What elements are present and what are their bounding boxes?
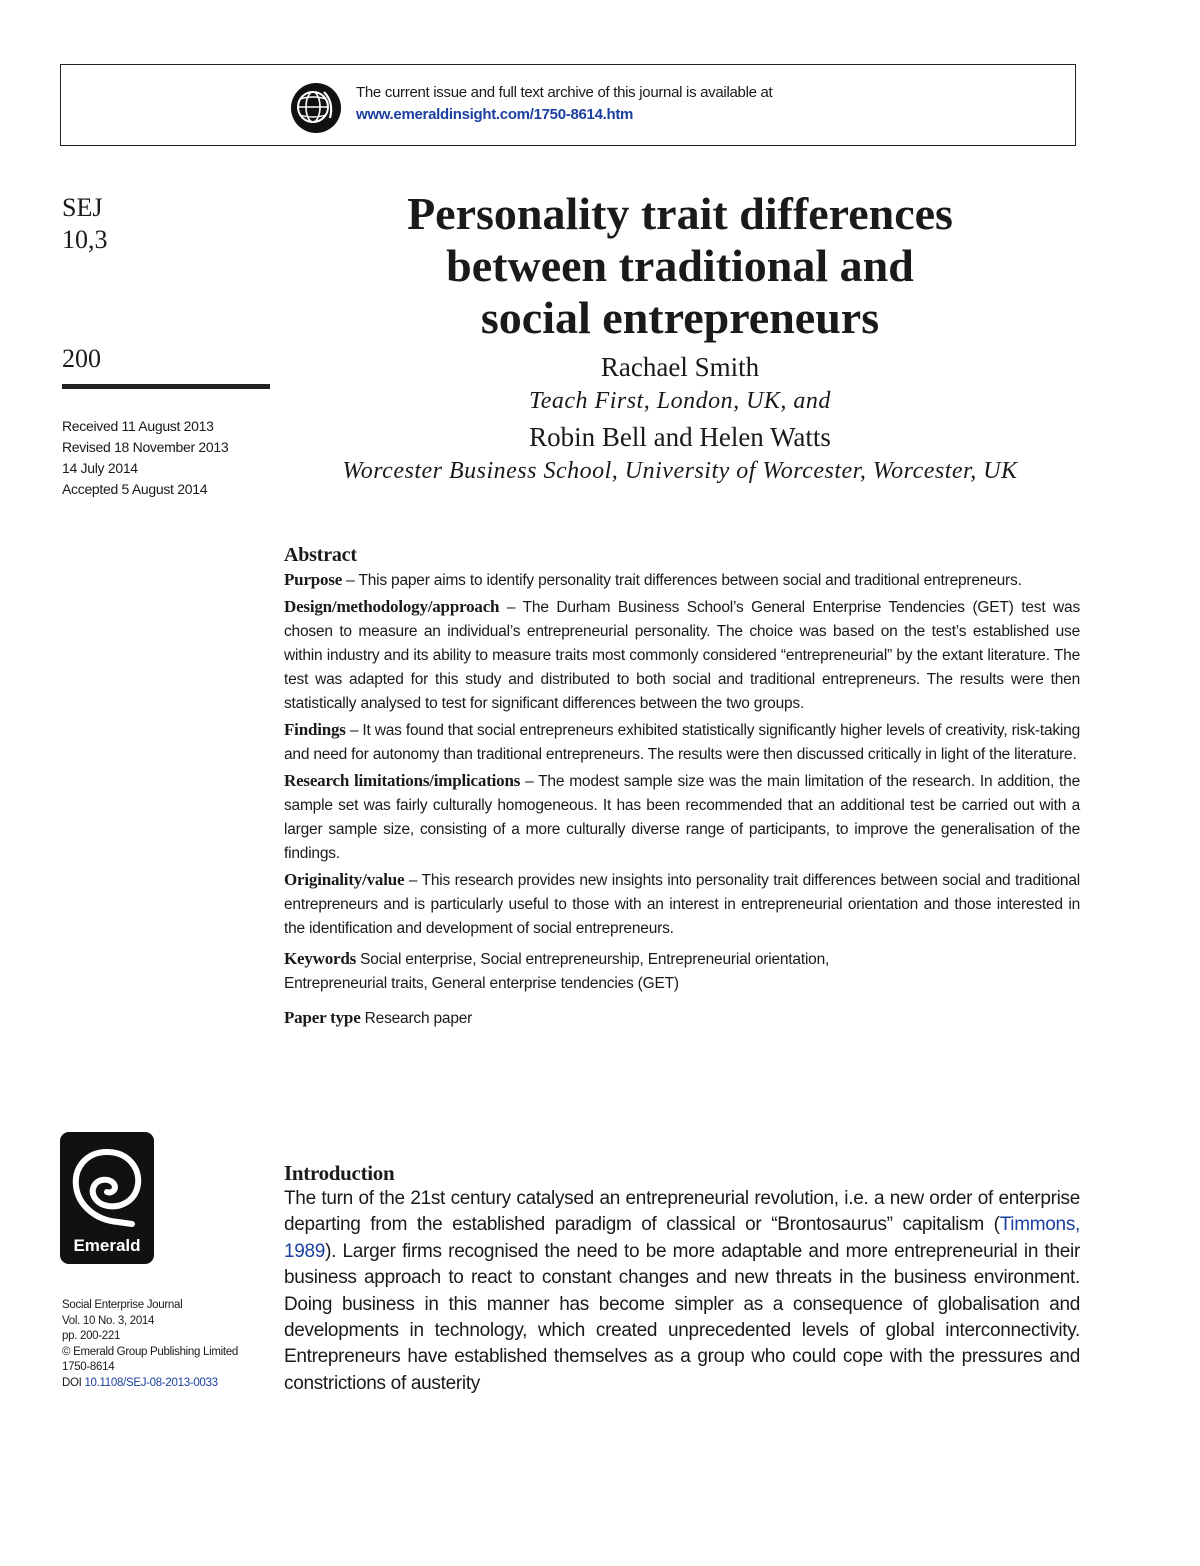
introduction-paragraph (284, 1186, 1080, 1397)
affiliation-1: Teach First, London, UK, and (529, 388, 831, 414)
journal-volume (62, 192, 108, 256)
author-1: Rachael Smith (600, 352, 760, 382)
purpose-text: – This paper aims to identify personality trait differences between social and traditional entrepreneurs. (342, 572, 1022, 589)
citation-link[interactable]: Timmons, 1989 (284, 1214, 1080, 1262)
journal-copyright: © Emerald Group Publishing Limited (62, 1345, 238, 1358)
abstract-originality (284, 868, 1080, 941)
design-label: Design/methodology/approach (284, 597, 500, 616)
intro-text-after: ). Larger firms recognised the need to be more adaptable and more entrepreneurial in their business approach to react to constant changes and new threats in the business environment. Doing business in this manner has become simpler as a consequence of globalisation and developments in technology, which created unprecedented levels of global interconnectivity. Entrepreneurs have established themselves as a group who could cope with the pressures and constrictions of austerity (284, 1240, 1080, 1394)
paper-type-label: Paper type (284, 1008, 361, 1027)
title-line: social entrepreneurs (480, 292, 880, 343)
limitations-label: Research limitations/implications (284, 771, 521, 790)
emerald-logo (60, 1132, 154, 1264)
journal-abbrev: SEJ (62, 193, 103, 222)
page-number-rule (62, 384, 270, 389)
date-revised-2: 14 July 2014 (62, 460, 138, 476)
doi-label: DOI (62, 1376, 85, 1389)
abstract-limitations (284, 769, 1080, 866)
journal-name: Social Enterprise Journal (62, 1299, 183, 1311)
date-accepted: Accepted 5 August 2014 (62, 481, 208, 497)
abstract-design (284, 595, 1080, 716)
findings-label: Findings (284, 720, 346, 739)
abstract-section (284, 542, 1080, 1033)
globe-icon (290, 82, 342, 134)
originality-text: – This research provides new insights into personality trait differences between social and traditional entrepreneurs and is particularly useful to those with an interest in entrepreneurial orientation and those interested in the identification and development of social entrepreneurs. (284, 872, 1080, 937)
abstract-heading: Abstract (284, 544, 357, 566)
title-line: Personality trait differences (407, 188, 953, 239)
journal-pages: pp. 200-221 (62, 1330, 121, 1343)
date-received: Received 11 August 2013 (62, 418, 214, 434)
title-line: between traditional and (446, 240, 914, 291)
abstract-purpose (284, 568, 1080, 593)
archive-link[interactable]: www.emeraldinsight.com/1750-8614.htm (356, 106, 634, 123)
paper-type-value: Research paper (360, 1010, 473, 1027)
article-dates (62, 416, 228, 500)
archive-notice (356, 82, 772, 126)
abstract-findings (284, 718, 1080, 767)
originality-label: Originality/value (284, 870, 405, 889)
introduction-section (284, 1160, 1080, 1397)
findings-text: – It was found that social entrepreneurs exhibited statistically significantly higher levels of creativity, risk-taking and need for autonomy than traditional entrepreneurs. The results were then discussed critically in light of the literature. (284, 722, 1080, 763)
journal-info (62, 1298, 238, 1392)
affiliation-2: Worcester Business School, University of Worcester, Worcester, UK (342, 458, 1018, 484)
keywords-line-1: Social enterprise, Social entrepreneurship, Entrepreneurial orientation, (356, 951, 830, 968)
date-revised: Revised 18 November 2013 (62, 439, 229, 455)
intro-text-before: The turn of the 21st century catalysed an entrepreneurial revolution, i.e. a new order of enterprise departing from the established paradigm of classical or “Brontosaurus” capitalism ( (284, 1188, 1080, 1236)
keywords-line-2: Entrepreneurial traits, General enterprise tendencies (GET) (284, 975, 679, 992)
archive-text: The current issue and full text archive of this journal is available at (356, 84, 773, 101)
journal-issn: 1750-8614 (62, 1361, 115, 1374)
page-number: 200 (62, 344, 101, 373)
limitations-text: – The modest sample size was the main limitation of the research. In addition, the sample set was fairly culturally homogeneous. It has been recommended that an additional test be carried out with a larger sample size, consisting of a more culturally diverse range of participants, to improve the generalisation of the findings. (284, 773, 1080, 862)
journal-doi (62, 1376, 238, 1392)
journal-volume-line: Vol. 10 No. 3, 2014 (62, 1314, 155, 1327)
logo-wordmark: Emerald (73, 1236, 141, 1255)
doi-link[interactable]: 10.1108/SEJ-08-2013-0033 (84, 1376, 218, 1389)
volume-issue: 10,3 (62, 225, 108, 254)
design-text: – The Durham Business School’s General Enterprise Tendencies (GET) test was chosen to measure an individual’s entrepreneurial personality. The choice was based on the test’s established use within industry and its ability to measure traits most commonly considered “entrepreneurial” by the extant literature. The test was adapted for this study and distributed to both social and traditional entrepreneurs. The results were then statistically analysed to test for significant differences between the two groups. (284, 599, 1080, 712)
article-title (290, 188, 1070, 344)
keywords-label: Keywords (284, 949, 357, 968)
introduction-heading: Introduction (284, 1161, 395, 1185)
author-2: Robin Bell and Helen Watts (529, 422, 831, 452)
abstract-keywords (284, 947, 1080, 996)
purpose-label: Purpose (284, 570, 343, 589)
abstract-paper-type (284, 1006, 1080, 1031)
